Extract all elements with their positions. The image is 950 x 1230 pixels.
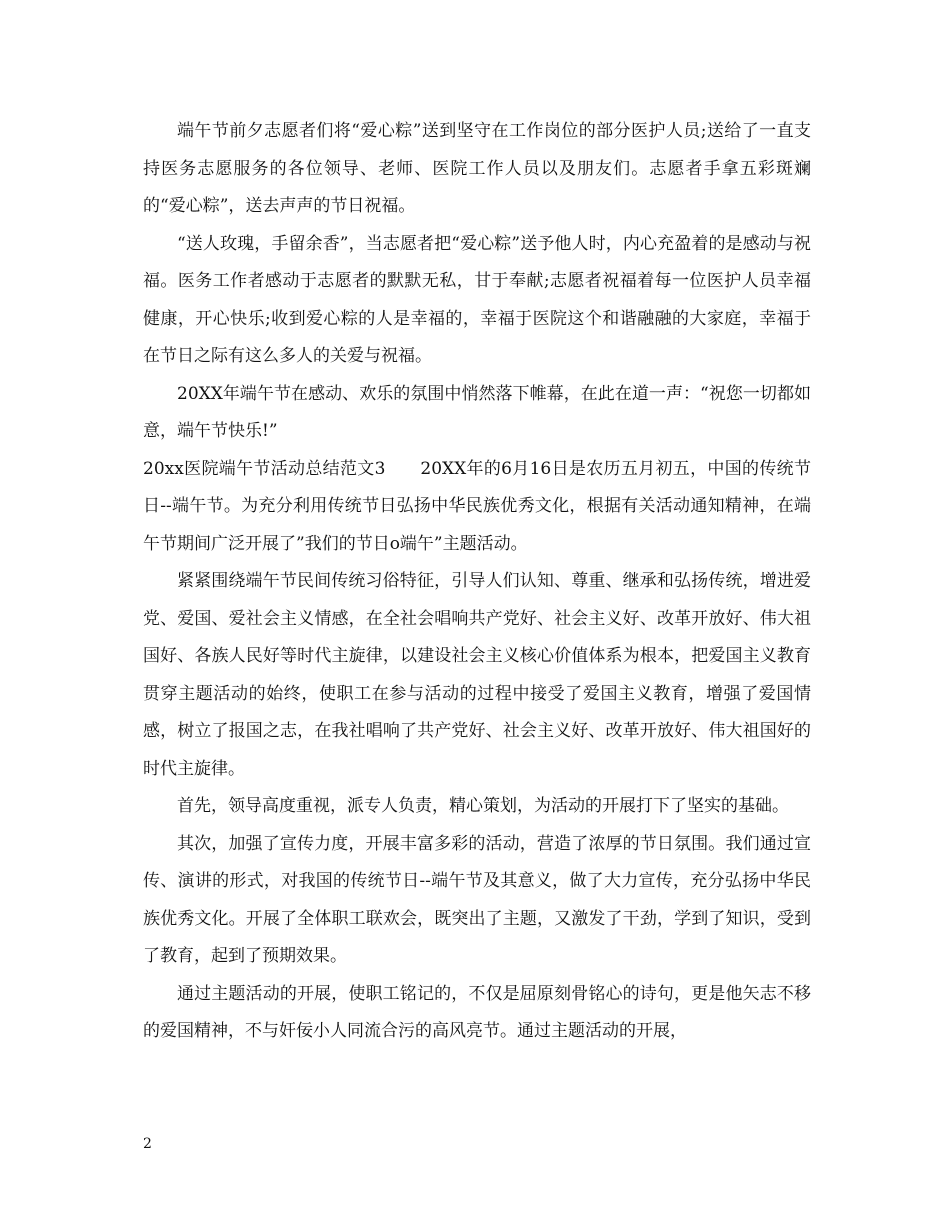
paragraph-2: “送人玫瑰，手留余香”，当志愿者把“爱心粽”送予他人时，内心充盈着的是感动与祝福。医务工作者感动于志愿者的默默无私，甘于奉献;志愿者祝福着每一位医护人员幸福健康，开心快乐;收到爱心粽的人是幸福的，幸福于医院这个和谐融融的大家庭，幸福于在节日之际有这么多人的关爱与祝福。: [143, 233, 811, 366]
body-text: [143, 113, 811, 1051]
paragraph-5: 紧紧围绕端午节民间传统习俗特征，引导人们认知、尊重、继承和弘扬传统，增进爱党、爱国、爱社会主义情感，在全社会唱响共产党好、社会主义好、改革开放好、伟大祖国好、各族人民好等时代主旋律，以建设社会主义核心价值体系为根本，把爱国主义教育贯穿主题活动的始终，使职工在参与活动的过程中接受了爱国主义教育，增强了爱国情感，树立了报国之志，在我社唱响了共产党好、社会主义好、改革开放好、伟大祖国好的时代主旋律。: [143, 571, 811, 779]
paragraph-6: 首先，领导高度重视，派专人负责，精心策划，为活动的开展打下了坚实的基础。: [177, 796, 789, 816]
paragraph-1: 端午节前夕志愿者们将“爱心粽”送到坚守在工作岗位的部分医护人员;送给了一直支持医务志愿服务的各位领导、老师、医院工作人员以及朋友们。志愿者手拿五彩斑斓的“爱心粽”，送去声声的节日祝福。: [143, 121, 811, 216]
paragraph-3: 20XX年端午节在感动、欢乐的氛围中悄然落下帷幕，在此在道一声：“祝您一切都如意，端午节快乐!”: [143, 383, 811, 441]
paragraph-8: 通过主题活动的开展，使职工铭记的，不仅是屈原刻骨铭心的诗句，更是他矢志不移的爱国精神，不与奸佞小人同流合污的高风亮节。通过主题活动的开展，: [143, 983, 811, 1041]
paragraph-4-section-heading: 20xx医院端午节活动总结范文3 20XX年的6月16日是农历五月初五，中国的传统节日--端午节。为充分利用传统节日弘扬中华民族优秀文化，根据有关活动通知精神，在端午节期间广泛开展了”我们的节日o端午”主题活动。: [143, 458, 811, 554]
paragraph-7: 其次，加强了宣传力度，开展丰富多彩的活动，营造了浓厚的节日氛围。我们通过宣传、演讲的形式，对我国的传统节日--端午节及其意义，做了大力宣传，充分弘扬中华民族优秀文化。开展了全体职工联欢会，既突出了主题，又激发了干劲，学到了知识，受到了教育，起到了预期效果。: [143, 833, 811, 966]
page-number: 2: [143, 1136, 152, 1152]
